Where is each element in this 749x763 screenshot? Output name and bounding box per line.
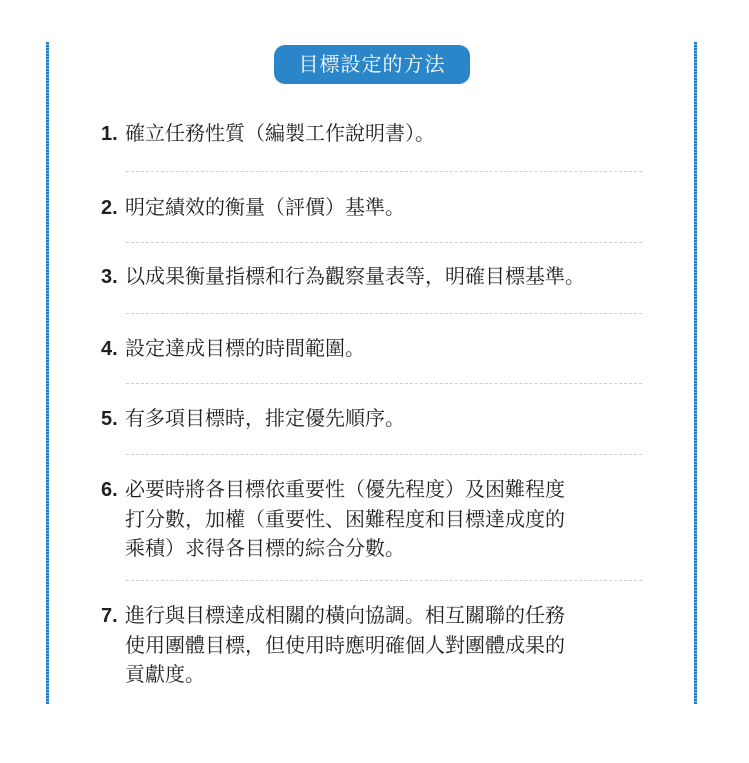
list-item	[101, 334, 646, 364]
item-number: 2.	[101, 197, 118, 219]
item-text: 明定績效的衡量（評價）基準。	[125, 195, 405, 219]
list-item	[101, 475, 646, 563]
list-item	[101, 262, 646, 292]
divider	[126, 171, 642, 172]
item-text: 確立任務性質（編製工作說明書）。	[125, 121, 435, 145]
item-text: 乘積）求得各目標的綜合分數。	[125, 536, 405, 560]
item-text: 貢獻度。	[125, 662, 205, 686]
item-text: 進行與目標達成相關的橫向協調。相互關聯的任務	[125, 603, 565, 627]
item-text: 設定達成目標的時間範圍。	[125, 336, 365, 360]
divider	[126, 313, 642, 314]
item-number: 4.	[101, 338, 118, 360]
list-item	[101, 404, 646, 434]
divider	[126, 580, 642, 581]
list-item	[101, 193, 646, 223]
item-number: 7.	[101, 605, 118, 627]
list-item	[101, 601, 646, 689]
item-text: 必要時將各目標依重要性（優先程度）及困難程度	[125, 477, 565, 501]
item-number: 5.	[101, 408, 118, 430]
divider	[126, 242, 642, 243]
item-text: 以成果衡量指標和行為觀察量表等，明確目標基準。	[125, 264, 585, 288]
list-item	[101, 119, 646, 149]
item-number: 1.	[101, 123, 118, 145]
item-number: 3.	[101, 266, 118, 288]
item-text: 使用團體目標，但使用時應明確個人對團體成果的	[125, 633, 565, 657]
divider	[126, 454, 642, 455]
item-number: 6.	[101, 479, 118, 501]
section-title: 目標設定的方法	[274, 45, 470, 84]
item-text: 打分數，加權（重要性、困難程度和目標達成度的	[125, 507, 565, 531]
item-text: 有多項目標時，排定優先順序。	[125, 406, 405, 430]
divider	[126, 383, 642, 384]
